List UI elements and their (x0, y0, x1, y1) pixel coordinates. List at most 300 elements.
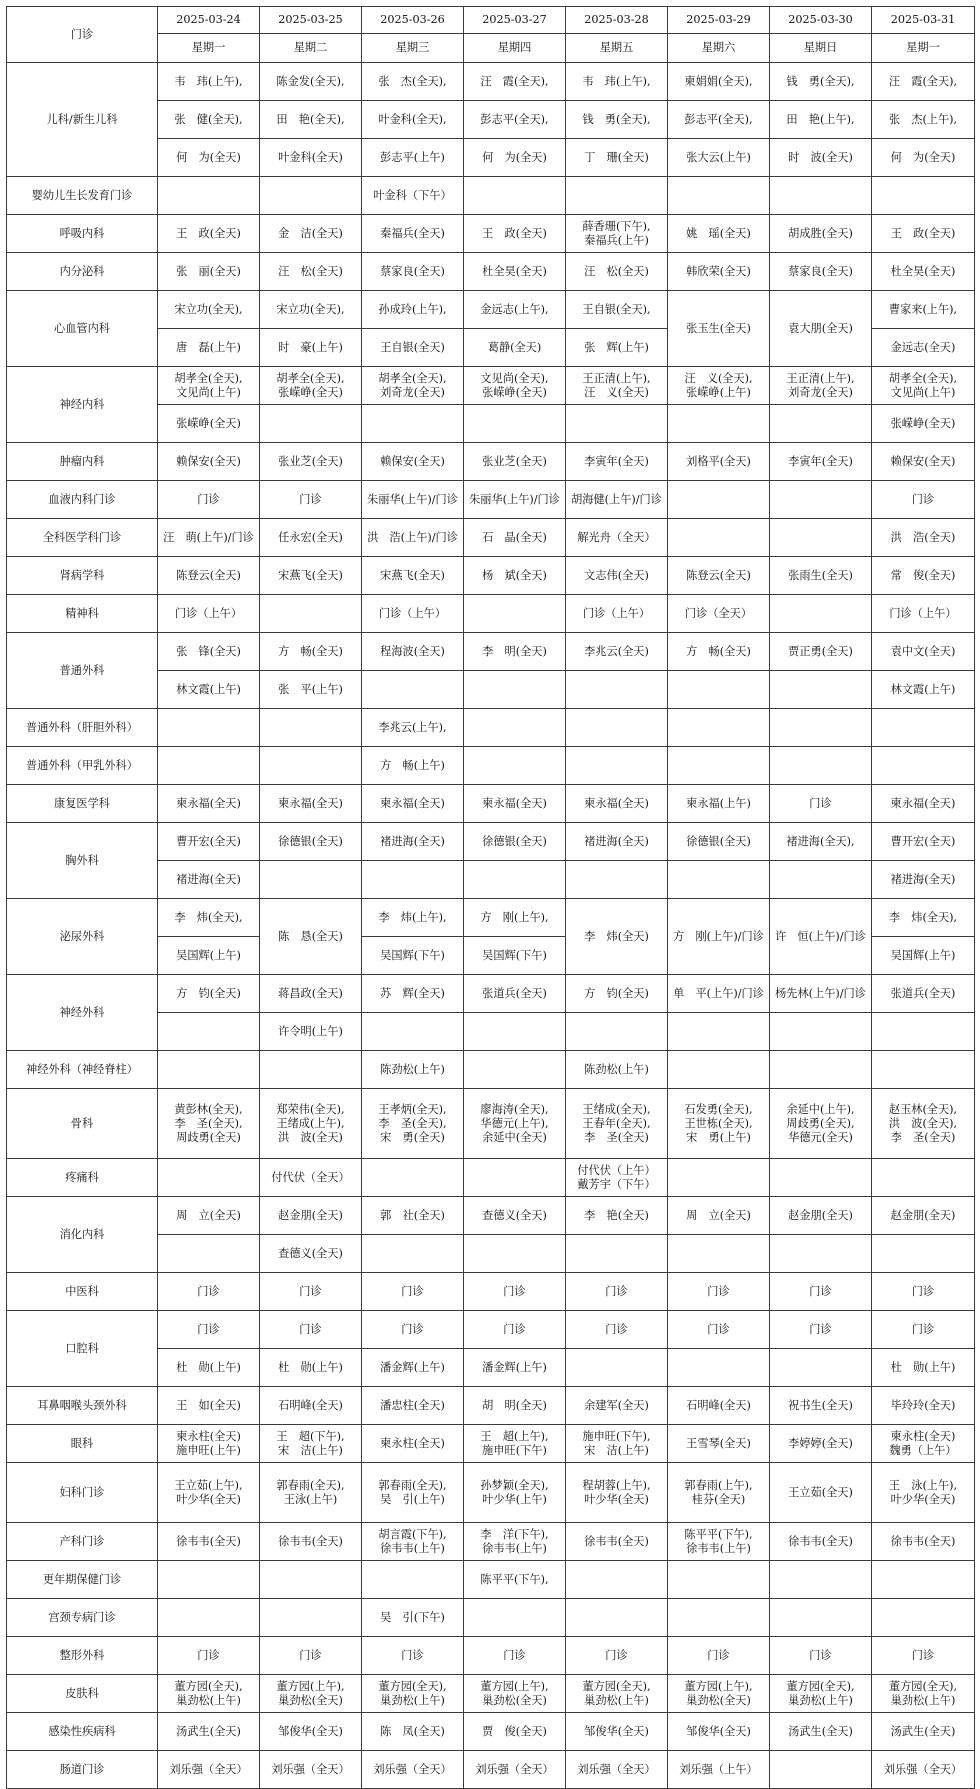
doctor-entry: 戴芳宇（下午） (577, 1177, 656, 1191)
doctor-entry: 门诊（上午） (174, 606, 243, 620)
schedule-cell (566, 443, 668, 481)
schedule-cell (668, 519, 770, 557)
schedule-cell (770, 1751, 872, 1789)
schedule-cell (770, 519, 872, 557)
schedule-cell (566, 633, 668, 671)
schedule-cell (668, 747, 770, 785)
doctor-entry: 巢劲松(全天) (686, 1693, 751, 1707)
schedule-body (7, 63, 975, 1789)
schedule-cell (260, 177, 362, 215)
schedule-cell (668, 1751, 770, 1789)
doctor-entry: 袁大朋(全天) (788, 321, 853, 335)
doctor-entry: 张雨生(全天) (788, 568, 853, 582)
schedule-cell (464, 1235, 566, 1273)
schedule-row (7, 1675, 975, 1713)
doctor-entry: 叶少华(全天) (890, 1492, 956, 1506)
doctor-entry: 叶少华(全天) (584, 1492, 649, 1506)
schedule-cell (872, 1425, 975, 1463)
weekday-header: 星期一 (158, 34, 260, 63)
schedule-cell (566, 1311, 668, 1349)
doctor-entry: 董方园(上午), (684, 1679, 753, 1693)
doctor-entry: 徐韦韦(上午) (482, 1541, 547, 1555)
doctor-entry: 祝书生(全天) (788, 1398, 853, 1412)
schedule-cell (872, 747, 975, 785)
schedule-cell (362, 139, 464, 177)
schedule-cell (362, 671, 464, 709)
schedule-cell (770, 785, 872, 823)
weekday-header: 星期五 (566, 34, 668, 63)
schedule-cell (668, 177, 770, 215)
doctor-entry: 韦 玮(上午), (174, 74, 243, 88)
doctor-entry: 华德元(上午), (480, 1116, 549, 1130)
schedule-row (7, 1273, 975, 1311)
doctor-entry: 王正清(上午), (582, 371, 651, 385)
schedule-cell (260, 443, 362, 481)
schedule-cell (158, 367, 260, 405)
weekday-header: 星期三 (362, 34, 464, 63)
department-name: 内分泌科 (7, 253, 158, 291)
schedule-cell (566, 1051, 668, 1089)
schedule-cell (566, 481, 668, 519)
schedule-cell (566, 405, 668, 443)
schedule-cell (566, 519, 668, 557)
doctor-entry: 徐德银(全天) (686, 834, 751, 848)
schedule-cell (566, 1425, 668, 1463)
doctor-entry: 王世栋(全天), (684, 1116, 753, 1130)
doctor-entry: 余延中(全天) (482, 1130, 547, 1144)
schedule-cell (770, 63, 872, 101)
doctor-entry: 徐德银(全天) (482, 834, 547, 848)
schedule-cell (566, 1197, 668, 1235)
schedule-cell (872, 1051, 975, 1089)
date-row (7, 7, 975, 34)
department-name: 耳鼻咽喉头颈外科 (7, 1387, 158, 1425)
doctor-entry: 吴国辉(上午) (890, 948, 956, 962)
schedule-cell (668, 1599, 770, 1637)
schedule-cell (566, 291, 668, 329)
doctor-entry: 胡成胜(全天) (788, 226, 853, 240)
doctor-entry: 时 波(全天) (788, 150, 853, 164)
doctor-entry: 徐韦韦(全天) (176, 1534, 241, 1548)
schedule-cell (362, 1523, 464, 1561)
doctor-entry: 吴 引(下午) (380, 1610, 445, 1624)
doctor-entry: 门诊 (911, 492, 935, 506)
doctor-entry: 刘乐强（全天） (271, 1762, 350, 1776)
schedule-cell (872, 595, 975, 633)
doctor-entry: 巢劲松(上午) (788, 1693, 853, 1707)
doctor-entry: 朱丽华(上午)/门诊 (469, 492, 560, 506)
doctor-entry: 赵玉林(全天), (888, 1102, 958, 1116)
doctor-entry: 石发勇(全天), (684, 1102, 753, 1116)
doctor-entry: 杜 勋(上午) (278, 1360, 343, 1374)
department-name: 肿瘤内科 (7, 443, 158, 481)
schedule-cell (566, 1751, 668, 1789)
doctor-entry: 贾 俊(全天) (482, 1724, 547, 1738)
doctor-entry: 毕玲玲(全天) (890, 1398, 956, 1412)
doctor-entry: 门诊 (503, 1322, 526, 1336)
department-name: 感染性疾病科 (7, 1713, 158, 1751)
schedule-cell (260, 253, 362, 291)
doctor-entry: 宋 勇(上午) (686, 1130, 751, 1144)
schedule-cell (260, 1599, 362, 1637)
schedule-cell (872, 633, 975, 671)
doctor-entry: 李兆云(全天) (584, 644, 649, 658)
schedule-cell (770, 1463, 872, 1523)
schedule-cell (770, 1051, 872, 1089)
schedule-row (7, 709, 975, 747)
doctor-entry: 宋燕飞(全天) (278, 568, 343, 582)
schedule-cell (770, 823, 872, 861)
doctor-entry: 门诊 (503, 1284, 526, 1298)
schedule-cell (872, 1013, 975, 1051)
schedule-cell (362, 1089, 464, 1159)
schedule-cell (158, 1089, 260, 1159)
doctor-entry: 王 超(下午), (276, 1429, 345, 1443)
schedule-cell (158, 1387, 260, 1425)
schedule-cell (464, 101, 566, 139)
doctor-entry: 胡孝全(全天), (378, 371, 447, 385)
doctor-entry: 门诊（全天） (684, 606, 753, 620)
schedule-cell (464, 1463, 566, 1523)
doctor-entry: 金远志(上午), (480, 302, 549, 316)
schedule-cell (872, 1197, 975, 1235)
doctor-entry: 宋 勇(全天) (380, 1130, 445, 1144)
schedule-cell (260, 329, 362, 367)
doctor-entry: 任永宏(全天) (278, 530, 343, 544)
doctor-entry: 余建军(全天) (584, 1398, 649, 1412)
schedule-cell (158, 405, 260, 443)
date-header: 2025-03-26 (362, 7, 464, 34)
doctor-entry: 李 炜(上午), (378, 910, 447, 924)
schedule-cell (158, 215, 260, 253)
doctor-entry: 张业芝(全天) (482, 454, 547, 468)
schedule-cell (362, 1273, 464, 1311)
schedule-cell (158, 937, 260, 975)
schedule-cell (872, 1561, 975, 1599)
doctor-entry: 张 锋(全天) (176, 644, 241, 658)
schedule-cell (872, 823, 975, 861)
schedule-cell (668, 63, 770, 101)
doctor-entry: 褚进海(全天) (380, 834, 445, 848)
schedule-cell (464, 1713, 566, 1751)
doctor-entry: 田 艳(上午), (786, 112, 855, 126)
schedule-cell (260, 1675, 362, 1713)
table-title: 门诊 (7, 7, 158, 63)
schedule-row (7, 785, 975, 823)
schedule-cell (770, 443, 872, 481)
doctor-entry: 胡言霞(下午), (378, 1527, 447, 1541)
schedule-row (7, 823, 975, 861)
schedule-cell (872, 709, 975, 747)
schedule-cell (668, 1311, 770, 1349)
department-name: 骨科 (7, 1089, 158, 1159)
doctor-entry: 杜 勋(上午) (176, 1360, 241, 1374)
doctor-entry: 查德义(全天) (482, 1208, 547, 1222)
doctor-entry: 门诊（上午） (582, 606, 651, 620)
schedule-cell (362, 253, 464, 291)
schedule-cell (668, 1235, 770, 1273)
schedule-cell (362, 1013, 464, 1051)
schedule-cell (464, 215, 566, 253)
doctor-entry: 查德义(全天) (278, 1246, 343, 1260)
doctor-entry: 潘金辉(上午) (482, 1360, 547, 1374)
schedule-cell (260, 595, 362, 633)
doctor-entry: 汤武生(全天) (788, 1724, 853, 1738)
schedule-row (7, 519, 975, 557)
schedule-cell (260, 747, 362, 785)
weekday-header: 星期一 (872, 34, 975, 63)
department-name: 普通外科（肝胆外科） (7, 709, 158, 747)
doctor-entry: 桂芬(全天) (691, 1492, 746, 1506)
doctor-entry: 杨 斌(全天) (482, 568, 547, 582)
doctor-entry: 李 明(全天) (482, 644, 547, 658)
schedule-cell (566, 1637, 668, 1675)
schedule-cell (668, 1425, 770, 1463)
schedule-cell (566, 1159, 668, 1197)
doctor-entry: 张玉生(全天) (686, 321, 751, 335)
schedule-cell (872, 1159, 975, 1197)
doctor-entry: 彭志平(上午) (380, 150, 445, 164)
doctor-entry: 张 平(上午) (278, 682, 343, 696)
schedule-cell (668, 1349, 770, 1387)
doctor-entry: 宋立功(全天), (276, 302, 345, 316)
doctor-entry: 韦 玮(上午), (582, 74, 651, 88)
schedule-cell (464, 1751, 566, 1789)
schedule-cell (566, 709, 668, 747)
schedule-cell (464, 557, 566, 595)
doctor-entry: 王自银(全天), (582, 302, 651, 316)
schedule-cell (464, 823, 566, 861)
doctor-entry: 汪 霞(全天), (480, 74, 549, 88)
doctor-entry: 姚 瑶(全天) (686, 226, 751, 240)
schedule-cell (260, 1235, 362, 1273)
schedule-cell (158, 1561, 260, 1599)
schedule-cell (566, 1713, 668, 1751)
date-header: 2025-03-28 (566, 7, 668, 34)
doctor-entry: 王 政(全天) (890, 226, 956, 240)
department-name: 泌尿外科 (7, 899, 158, 975)
schedule-cell (566, 785, 668, 823)
doctor-entry: 柬永福(全天) (890, 796, 956, 810)
doctor-entry: 文见尚(全天), (480, 371, 549, 385)
schedule-cell (158, 1197, 260, 1235)
schedule-cell (158, 1051, 260, 1089)
department-name: 口腔科 (7, 1311, 158, 1387)
doctor-entry: 秦福兵(全天) (380, 226, 445, 240)
doctor-entry: 董方园(全天), (582, 1679, 651, 1693)
doctor-entry: 文见尚(上午) (890, 385, 956, 399)
weekday-header: 星期六 (668, 34, 770, 63)
date-header: 2025-03-24 (158, 7, 260, 34)
doctor-entry: 方 畅(上午) (380, 758, 445, 772)
schedule-cell (770, 1273, 872, 1311)
doctor-entry: 石 晶(全天) (482, 530, 547, 544)
doctor-entry: 柬永福(全天) (176, 796, 241, 810)
doctor-entry: 钱 勇(全天), (582, 112, 651, 126)
schedule-row (7, 1751, 975, 1789)
doctor-entry: 张 健(全天), (174, 112, 243, 126)
schedule-cell (362, 937, 464, 975)
schedule-cell (464, 709, 566, 747)
schedule-cell (158, 747, 260, 785)
schedule-cell (158, 1463, 260, 1523)
schedule-cell (668, 709, 770, 747)
doctor-entry: 朱丽华(上午)/门诊 (367, 492, 458, 506)
doctor-entry: 时 豪(上午) (278, 340, 343, 354)
schedule-cell (668, 405, 770, 443)
schedule-cell (158, 1159, 260, 1197)
schedule-cell (464, 519, 566, 557)
doctor-entry: 柬永福(上午) (686, 796, 751, 810)
schedule-cell (872, 1675, 975, 1713)
doctor-entry: 叶金科（下午） (373, 188, 452, 202)
schedule-cell (260, 1387, 362, 1425)
schedule-cell (362, 1311, 464, 1349)
department-name: 心血管内科 (7, 291, 158, 367)
schedule-cell (668, 215, 770, 253)
doctor-entry: 褚进海(全天) (890, 872, 956, 886)
schedule-cell (158, 975, 260, 1013)
schedule-cell (464, 443, 566, 481)
schedule-cell (668, 1463, 770, 1523)
department-name: 整形外科 (7, 1637, 158, 1675)
doctor-entry: 李 圣(全天), (174, 1116, 243, 1130)
schedule-cell (464, 405, 566, 443)
department-name: 胸外科 (7, 823, 158, 899)
department-name: 普通外科（甲乳外科） (7, 747, 158, 785)
date-header: 2025-03-30 (770, 7, 872, 34)
schedule-cell (362, 1425, 464, 1463)
department-name: 全科医学科门诊 (7, 519, 158, 557)
schedule-cell (260, 823, 362, 861)
doctor-entry: 门诊 (401, 1284, 424, 1298)
schedule-cell (872, 1637, 975, 1675)
schedule-page (6, 6, 975, 1789)
schedule-cell (872, 443, 975, 481)
doctor-entry: 胡海健(上午)/门诊 (571, 492, 662, 506)
schedule-cell (260, 861, 362, 899)
doctor-entry: 付代伏（上午） (577, 1163, 656, 1177)
doctor-entry: 吴国辉(上午) (176, 948, 241, 962)
schedule-cell (362, 1713, 464, 1751)
schedule-row (7, 747, 975, 785)
doctor-entry: 徐韦韦(全天) (788, 1534, 853, 1548)
doctor-entry: 杜全昊(全天) (482, 264, 547, 278)
doctor-entry: 徐德银(全天) (278, 834, 343, 848)
doctor-entry: 门诊 (401, 1648, 424, 1662)
schedule-cell (362, 367, 464, 405)
doctor-entry: 张嵘峥(全天) (482, 385, 547, 399)
doctor-entry: 吴国辉(下午) (482, 948, 547, 962)
schedule-cell (464, 63, 566, 101)
doctor-entry: 袁中文(全天) (890, 644, 956, 658)
department-name: 眼科 (7, 1425, 158, 1463)
schedule-cell (770, 1235, 872, 1273)
schedule-cell (464, 595, 566, 633)
schedule-cell (566, 253, 668, 291)
schedule-cell (668, 1561, 770, 1599)
doctor-entry: 秦福兵(上午) (584, 233, 649, 247)
doctor-entry: 宋燕飞(全天) (380, 568, 445, 582)
schedule-cell (668, 633, 770, 671)
schedule-cell (464, 367, 566, 405)
schedule-cell (770, 139, 872, 177)
doctor-entry: 方 畅(全天) (278, 644, 343, 658)
schedule-cell (770, 1013, 872, 1051)
doctor-entry: 薛香珊(下午), (582, 219, 651, 233)
doctor-entry: 门诊 (503, 1648, 526, 1662)
doctor-entry: 贾正勇(全天) (788, 644, 853, 658)
department-name: 疼痛科 (7, 1159, 158, 1197)
schedule-cell (362, 1197, 464, 1235)
doctor-entry: 徐韦韦(上午) (686, 1541, 751, 1555)
schedule-cell (362, 747, 464, 785)
date-header: 2025-03-27 (464, 7, 566, 34)
doctor-entry: 方 刚(上午), (480, 910, 549, 924)
schedule-cell (566, 63, 668, 101)
schedule-cell (872, 557, 975, 595)
schedule-row (7, 1713, 975, 1751)
schedule-cell (464, 1387, 566, 1425)
schedule-cell (260, 671, 362, 709)
schedule-cell (668, 785, 770, 823)
doctor-entry: 赵金朋(全天) (278, 1208, 343, 1222)
schedule-cell (362, 215, 464, 253)
doctor-entry: 杜全昊(全天) (890, 264, 956, 278)
schedule-cell (260, 1425, 362, 1463)
doctor-entry: 潘忠柱(全天) (380, 1398, 445, 1412)
schedule-cell (362, 557, 464, 595)
schedule-cell (464, 1637, 566, 1675)
doctor-entry: 王 政(全天) (482, 226, 547, 240)
doctor-entry: 王绪成(全天), (582, 1102, 651, 1116)
schedule-cell (770, 1159, 872, 1197)
schedule-cell (668, 253, 770, 291)
doctor-entry: 门诊 (605, 1322, 628, 1336)
schedule-cell (260, 1159, 362, 1197)
schedule-cell (872, 481, 975, 519)
doctor-entry: 门诊 (707, 1284, 730, 1298)
schedule-cell (668, 1159, 770, 1197)
doctor-entry: 张嵘峥(上午) (686, 385, 751, 399)
doctor-entry: 唐 磊(上午) (176, 340, 241, 354)
schedule-cell (260, 709, 362, 747)
schedule-cell (770, 367, 872, 405)
doctor-entry: 门诊 (605, 1648, 628, 1662)
doctor-entry: 陈劲松(上午) (380, 1062, 445, 1076)
schedule-cell (566, 1387, 668, 1425)
schedule-cell (260, 1051, 362, 1089)
schedule-cell (668, 861, 770, 899)
schedule-cell (158, 1675, 260, 1713)
schedule-row (7, 1089, 975, 1159)
schedule-cell (464, 975, 566, 1013)
doctor-entry: 门诊 (299, 1322, 322, 1336)
schedule-cell (872, 215, 975, 253)
doctor-entry: 巢劲松(上午) (176, 1693, 241, 1707)
doctor-entry: 邹俊华(全天) (584, 1724, 649, 1738)
doctor-entry: 柬娟娟(全天), (684, 74, 753, 88)
doctor-entry: 彭志平(全天), (684, 112, 753, 126)
schedule-row (7, 557, 975, 595)
schedule-cell (158, 1713, 260, 1751)
doctor-entry: 郑荣伟(全天), (276, 1102, 345, 1116)
doctor-entry: 汪 义(全天) (584, 385, 649, 399)
schedule-cell (872, 1273, 975, 1311)
doctor-entry: 曹开宏(全天) (176, 834, 241, 848)
schedule-cell (770, 1713, 872, 1751)
schedule-cell (566, 1235, 668, 1273)
